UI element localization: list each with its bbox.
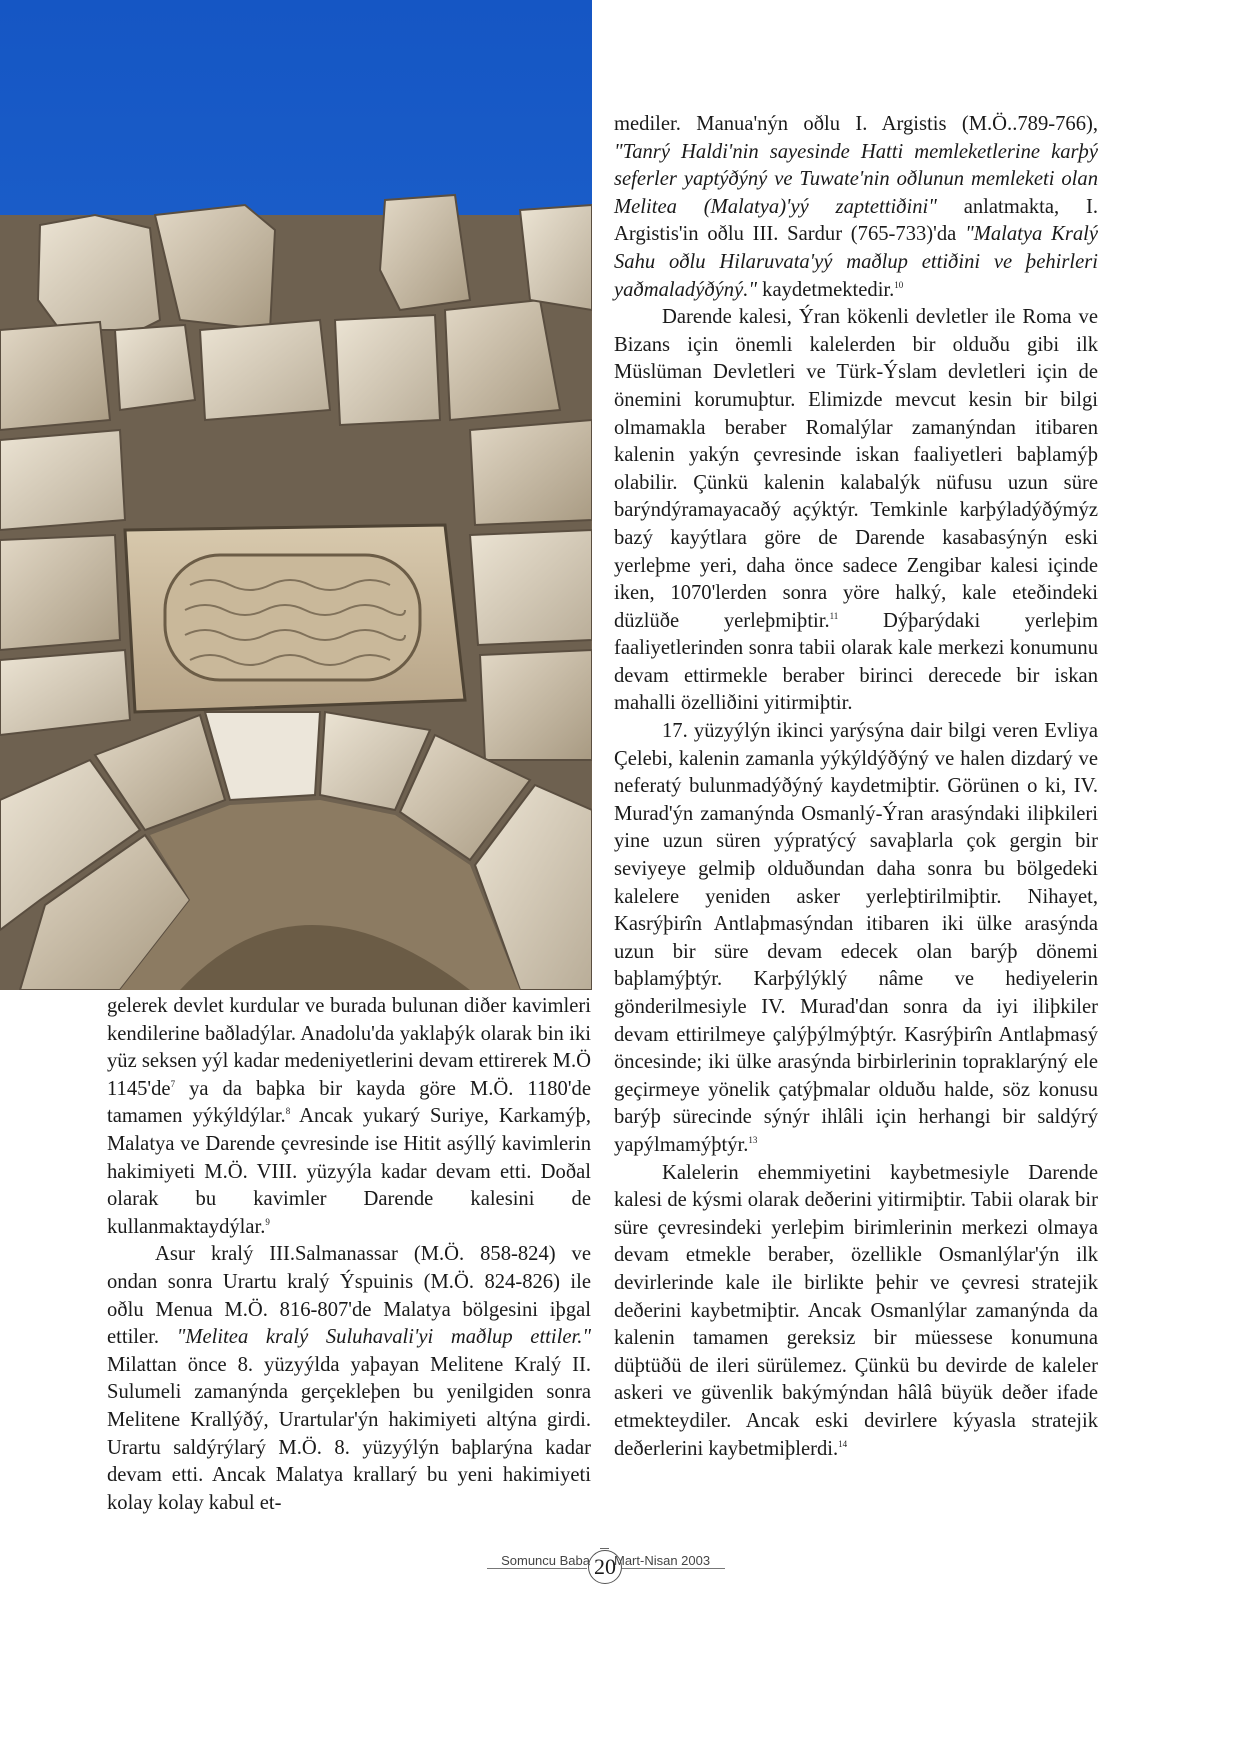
- castle-inscription-photo: [0, 0, 592, 990]
- paragraph: gelerek devlet kurdular ve burada bulunan diðer kavimleri kendilerine baðladýlar. Anadolu'da yaklaþýk olarak bin iki yüz seksen yýl kadar medeniyetlerini devam ettirerek M.Ö $1145'de^7$ ya da baþka bir kayda göre M.Ö. 1180'de tamamen yýkýldýlar.$^8$ Ancak yukarý Suriye, Karkamýþ, Malatya ve Darende çevresinde ise Hitit asýllý kavimlerin hakimiyeti M.Ö. VIII. yüzyýla kadar devam etti. Doðal olarak bu kavimler Darende kalesini de kullanmaktaydýlar.$^9$: [107, 995, 591, 1238]
- left-text-column: [107, 993, 591, 1517]
- paragraph: mediler. Manua'nýn oðlu I. Argistis (M.Ö..789-766), "Tanrý Haldi'nin sayesinde Hatti memleketlerine karþý seferler yaptýðýný ve Tuwate'nin oðlunun memleketi olan Melitea (Malatya)'yý zaptettiðini" anlatmakta, I. Argistis'in oðlu III. Sardur (765-733)'da "Malatya Kralý Sahu oðlu Hilaruvata'yý maðlup ettiðini ve þehirleri yaðmaladýðýný." kaydetmektedir.$^{10}$: [614, 113, 1098, 301]
- footnote-ref: 9: [265, 1216, 270, 1227]
- footnote-ref: 10: [894, 279, 904, 290]
- paragraph: Darende kalesi, Ýran kökenli devletler ile Roma ve Bizans için önemli kalelerden bir olduðu gibi ilk Müslüman Devletleri ve Türk-Ýslam devletleri için de önemini korumuþtur. Elimizde mevcut kesin bir bilgi olmamakla beraber Romalýlar zamanýndan itibaren kalenin yakýn çevresinde iskan faaliyetleri baþlamýþ olabilir. Çünkü kalenin kalabalýk nüfusu uzun süre barýndýramayacaðý açýktýr. Temkinle karþýladýðýmýz bazý kayýtlara göre de Darende kasabasýnýn eski yerleþme yeri, daha önce sadece Zengibar kalesi içinde iken, 1070'lerden sonra yöre halký, kale eteðindeki düzlüðe yerleþmiþtir.$^{11}$ Dýþarýdaki yerleþim faaliyetlerinden sonra tabii olarak kale merkezi konumunu devam ettirmekle beraber birinci derecede bir iskan mahalli özelliðini yitirmiþtir.: [614, 306, 1098, 715]
- footnote-ref: 14: [838, 1438, 848, 1449]
- issue-date: Mart-Nisan 2003: [614, 1553, 711, 1568]
- page-number: 20: [588, 1550, 622, 1584]
- inscription-tablet: [125, 525, 465, 712]
- footer-rule-left: [487, 1568, 587, 1569]
- footer-rule-right: [621, 1568, 725, 1569]
- quotation: "Malatya Kralý Sahu oðlu Hilaruvata'yý maðlup ettiðini ve þehirleri yaðmaladýðýný.": [614, 223, 1098, 301]
- quotation: "Melitea kralý Suluhavali'yi maðlup ettiler.": [176, 1326, 591, 1349]
- footnote-ref: 11: [829, 610, 839, 621]
- footnote-ref: 13: [748, 1135, 758, 1146]
- paragraph: Asur kralý III.Salmanassar (M.Ö. 858-824) ve ondan sonra Urartu kralý Ýspuinis (M.Ö. 824-826) ile oðlu Menua M.Ö. 816-807'de Malatya bölgesini iþgal ettiler. "Melitea kralý Suluhavali'yi maðlup ettiler." Milattan önce 8. yüzyýlda yaþayan Melitene Kralý II. Sulumeli zamanýnda gerçekleþen bu yenilgiden sonra Melitene Krallýðý, Urartular'ýn hakimiyeti altýna girdi. Urartu saldýrýlarý M.Ö. 8. yüzyýlýn baþlarýna kadar devam etti. Ancak Malatya krallarý bu yeni hakimiyeti kolay kolay kabul et-: [107, 1243, 591, 1514]
- footnote-ref: 8: [285, 1106, 291, 1117]
- paragraph: 17. yüzyýlýn ikinci yarýsýna dair bilgi veren Evliya Çelebi, kalenin zamanla yýkýldýðýný ve halen dizdarý ve neferatý bulunmadýðýný kaydetmiþtir. Görünen o ki, IV. Murad'ýn zamanýnda Osmanlý-Ýran arasýndaki iliþkileri yine uzun süren yýpratýcý savaþlarla çok gergin bir seviyeye gelmiþ olduðundan daha sonra bu bölgedeki kalelere yeniden asker yerleþtirilmiþtir. Nihayet, Kasrýþirîn Antlaþmasýndan itibaren iki ülke arasýnda uzun bir süre devam edecek olan barýþ dönemi baþlamýþtýr. Karþýlýklý nâme ve hediyelerin gönderilmesiyle IV. Murad'dan sonra da iyi iliþkiler devam ettirilmeye çalýþýlmýþtýr. Kasrýþirîn Antlaþmasý öncesinde; iki ülke arasýnda birbirlerinin topraklarýný ele geçirmeye yönelik çatýþmalar olduðu halde, söz konusu barýþ sürecinde sýnýr ihlâli için herhangi bir saldýrý yapýlmamýþtýr.$^{13}$: [614, 720, 1098, 1156]
- quotation: "Tanrý Haldi'nin sayesinde Hatti memleketlerine karþý seferler yaptýðýný ve Tuwate'nin oðlunun memleketi olan Melitea (Malatya)'yý zaptettiðini": [614, 140, 1098, 218]
- right-text-column: [614, 111, 1098, 1463]
- footnote-ref: 7: [170, 1078, 176, 1089]
- page-footer: [0, 1548, 1240, 1588]
- publication-name: Somuncu Baba: [501, 1553, 590, 1568]
- paragraph: Kalelerin ehemmiyetini kaybetmesiyle Darende kalesi de kýsmi olarak deðerini yitirmiþtir. Tabii olarak bir süre çevresindeki yerleþim birimlerinin merkezi olmaya devam etmekle beraber, özellikle Osmanlýlar'ýn ilk devirlerinde kale ile birlikte þehir ve çevresi stratejik deðerini kaybetmiþtir. Ancak Osmanlýlar zamanýnda da kalenin tamamen gereksiz bir müessese konumuna düþtüðü de ileri sürülemez. Çünkü bu devirde de kaleler askeri ve güvenlik bakýmýndan hâlâ büyük deðer ifade etmekteydiler. Ancak eski devirlere kýyasla stratejik deðerlerini kaybetmiþlerdi.$^{14}$: [614, 1161, 1098, 1460]
